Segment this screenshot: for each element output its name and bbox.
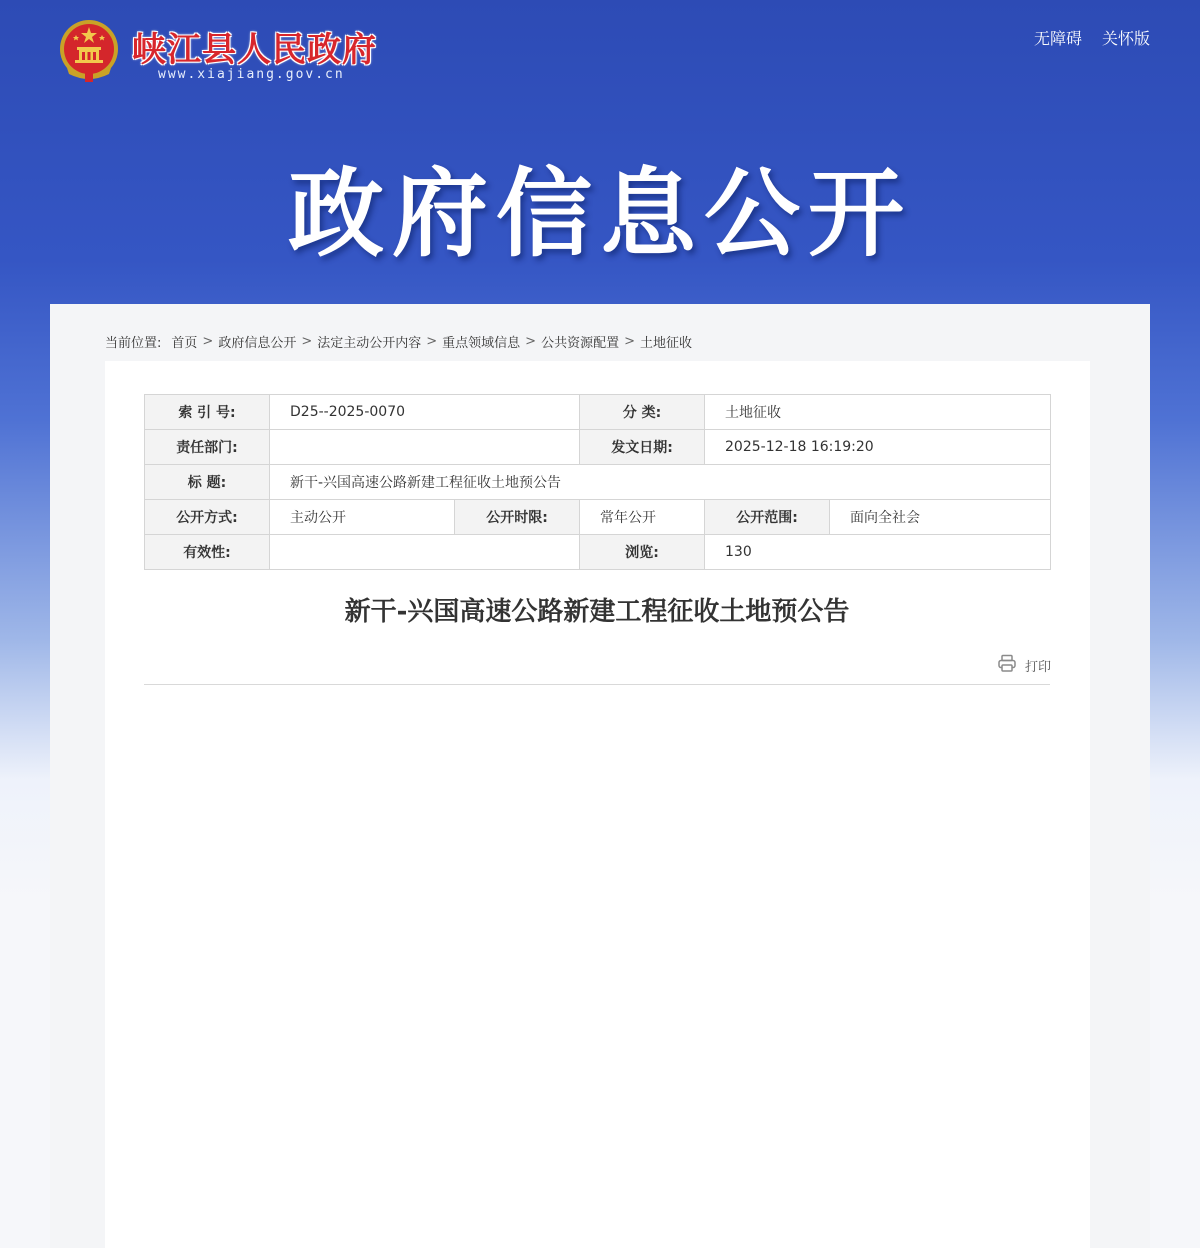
banner-title: 政府信息公开 (288, 158, 912, 270)
article-title: 新干-兴国高速公路新建工程征收土地预公告 (344, 597, 850, 627)
breadcrumb-item-gov-info[interactable]: 政府信息公开 (218, 336, 297, 351)
category-value: 土地征收 (705, 395, 1051, 430)
breadcrumb-label: 当前位置: (105, 336, 162, 351)
validity-label: 有效性: (145, 535, 270, 570)
top-links (1034, 26, 1150, 49)
method-value: 主动公开 (270, 500, 455, 535)
index-no-label: 索 引 号: (145, 395, 270, 430)
views-label: 浏览: (580, 535, 705, 570)
breadcrumb-separator: > (301, 334, 313, 349)
breadcrumb-item-land-expropriation[interactable]: 土地征收 (640, 336, 693, 351)
print-label: 打印 (1024, 659, 1051, 675)
scope-label: 公开范围: (705, 500, 830, 535)
department-label: 责任部门: (145, 430, 270, 465)
divider (144, 684, 1050, 685)
index-no-value: D25--2025-0070 (270, 395, 580, 430)
table-row (145, 535, 1051, 570)
title-value: 新干-兴国高速公路新建工程征收土地预公告 (270, 465, 1051, 500)
article-card (105, 361, 1090, 1248)
printer-icon (997, 653, 1017, 677)
site-url: www.xiajiang.gov.cn (158, 67, 345, 82)
breadcrumb-separator: > (426, 334, 438, 349)
category-label: 分 类: (580, 395, 705, 430)
site-name[interactable]: 峡江县人民政府 (132, 30, 377, 70)
issue-date-label: 发文日期: (580, 430, 705, 465)
views-value: 130 (705, 535, 1051, 570)
validity-value (270, 535, 580, 570)
breadcrumb-separator: > (525, 334, 537, 349)
department-value (270, 430, 580, 465)
table-row (145, 465, 1051, 500)
site-header (0, 0, 1200, 300)
breadcrumb-item-statutory-content[interactable]: 法定主动公开内容 (317, 336, 422, 351)
method-label: 公开方式: (145, 500, 270, 535)
accessibility-link[interactable]: 无障碍 (1033, 29, 1082, 48)
national-emblem-icon (57, 18, 121, 84)
table-row (145, 500, 1051, 535)
breadcrumb-item-key-areas[interactable]: 重点领域信息 (442, 336, 521, 351)
period-value: 常年公开 (580, 500, 705, 535)
issue-date-value: 2025-12-18 16:19:20 (705, 430, 1051, 465)
breadcrumb (105, 332, 692, 351)
breadcrumb-separator: > (624, 334, 635, 349)
info-table (144, 394, 1051, 570)
scope-value: 面向全社会 (830, 500, 1051, 535)
period-label: 公开时限: (455, 500, 580, 535)
elder-care-mode-link[interactable]: 关怀版 (1101, 29, 1150, 48)
title-label: 标 题: (145, 465, 270, 500)
breadcrumb-item-home[interactable]: 首页 (171, 336, 198, 351)
print-button[interactable] (997, 653, 1051, 677)
table-row (145, 430, 1051, 465)
breadcrumb-item-public-resources[interactable]: 公共资源配置 (541, 336, 620, 351)
breadcrumb-separator: > (202, 334, 214, 349)
table-row (145, 395, 1051, 430)
content-panel (50, 304, 1150, 1248)
